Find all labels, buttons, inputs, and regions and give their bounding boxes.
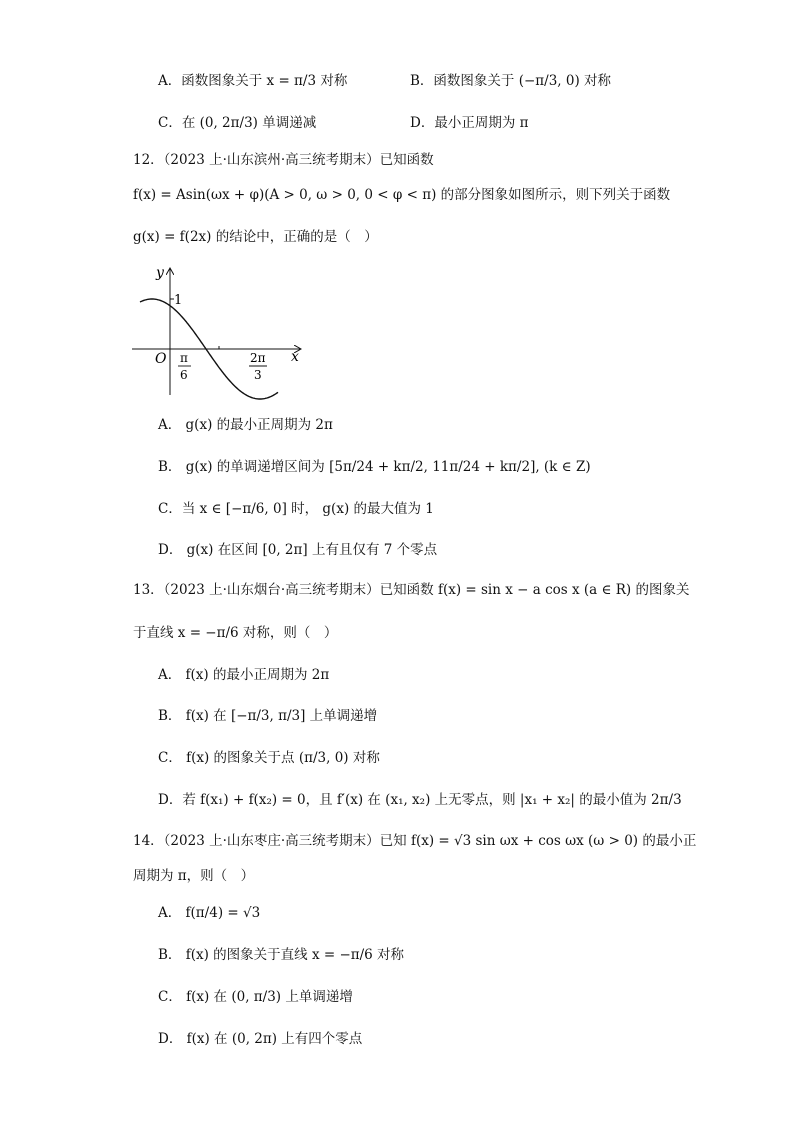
q13-option-d: D．若 f(x₁) + f(x₂) = 0，且 f′(x) 在 (x₁, x₂) 上无零点，则 |x₁ + x₂| 的最小值为 2π/3 bbox=[158, 792, 682, 808]
tick-pi6-den: 6 bbox=[180, 368, 188, 382]
q12-stem-line2: f(x) = Asin(ωx + φ)(A > 0, ω > 0, 0 < φ < π) 的部分图象如图所示，则下列关于函数 bbox=[133, 187, 671, 203]
q13-stem-line2: 于直线 x = −π/6 对称，则（ ） bbox=[133, 625, 338, 641]
q12-stem-line1: 12．（2023 上·山东滨州·高三统考期末）已知函数 bbox=[133, 152, 434, 168]
q13-stem-line1: 13．（2023 上·山东烟台·高三统考期末）已知函数 f(x) = sin x − a cos x (a ∈ R) 的图象关 bbox=[133, 582, 690, 598]
q12-option-d: D． g(x) 在区间 [0, 2π] 上有且仅有 7 个零点 bbox=[158, 542, 438, 558]
q13-option-c: C． f(x) 的图象关于点 (π/3, 0) 对称 bbox=[158, 750, 380, 766]
q12-option-b: B． g(x) 的单调递增区间为 [5π/24 + kπ/2, 11π/24 + kπ/2], (k ∈ Z) bbox=[158, 459, 591, 475]
origin-label: O bbox=[155, 351, 167, 367]
q12-sine-graph bbox=[128, 263, 308, 401]
tick-2pi3-num: 2π bbox=[250, 351, 266, 365]
q12-option-a: A． g(x) 的最小正周期为 2π bbox=[158, 417, 333, 433]
q14-option-d: D． f(x) 在 (0, 2π) 上有四个零点 bbox=[158, 1031, 363, 1047]
q11-option-a: A．函数图象关于 x = π/3 对称 bbox=[158, 73, 348, 89]
q14-option-a: A． f(π/4) = √3 bbox=[158, 905, 261, 921]
q12-option-c: C．当 x ∈ [−π/6, 0] 时， g(x) 的最大值为 1 bbox=[158, 501, 434, 517]
tick-y-label: 1 bbox=[174, 293, 183, 308]
q14-stem-line1: 14．（2023 上·山东枣庄·高三统考期末）已知 f(x) = √3 sin ωx + cos ωx (ω > 0) 的最小正 bbox=[133, 833, 697, 849]
q13-option-b: B． f(x) 在 [−π/3, π/3] 上单调递增 bbox=[158, 708, 378, 724]
q11-option-d: D．最小正周期为 π bbox=[410, 115, 529, 131]
tick-pi6-num: π bbox=[180, 351, 188, 365]
q11-option-c: C．在 (0, 2π/3) 单调递减 bbox=[158, 115, 317, 131]
q13-option-a: A． f(x) 的最小正周期为 2π bbox=[158, 667, 330, 683]
q12-stem-line3: g(x) = f(2x) 的结论中，正确的是（ ） bbox=[133, 229, 378, 245]
q11-option-b: B．函数图象关于 (−π/3, 0) 对称 bbox=[410, 73, 612, 89]
x-axis-label: x bbox=[291, 349, 299, 365]
y-axis-label: y bbox=[156, 265, 164, 281]
q14-stem-line2: 周期为 π，则（ ） bbox=[133, 868, 255, 884]
tick-2pi3-den: 3 bbox=[254, 368, 262, 382]
q14-option-c: C． f(x) 在 (0, π/3) 上单调递增 bbox=[158, 989, 353, 1005]
q14-option-b: B． f(x) 的图象关于直线 x = −π/6 对称 bbox=[158, 947, 405, 963]
